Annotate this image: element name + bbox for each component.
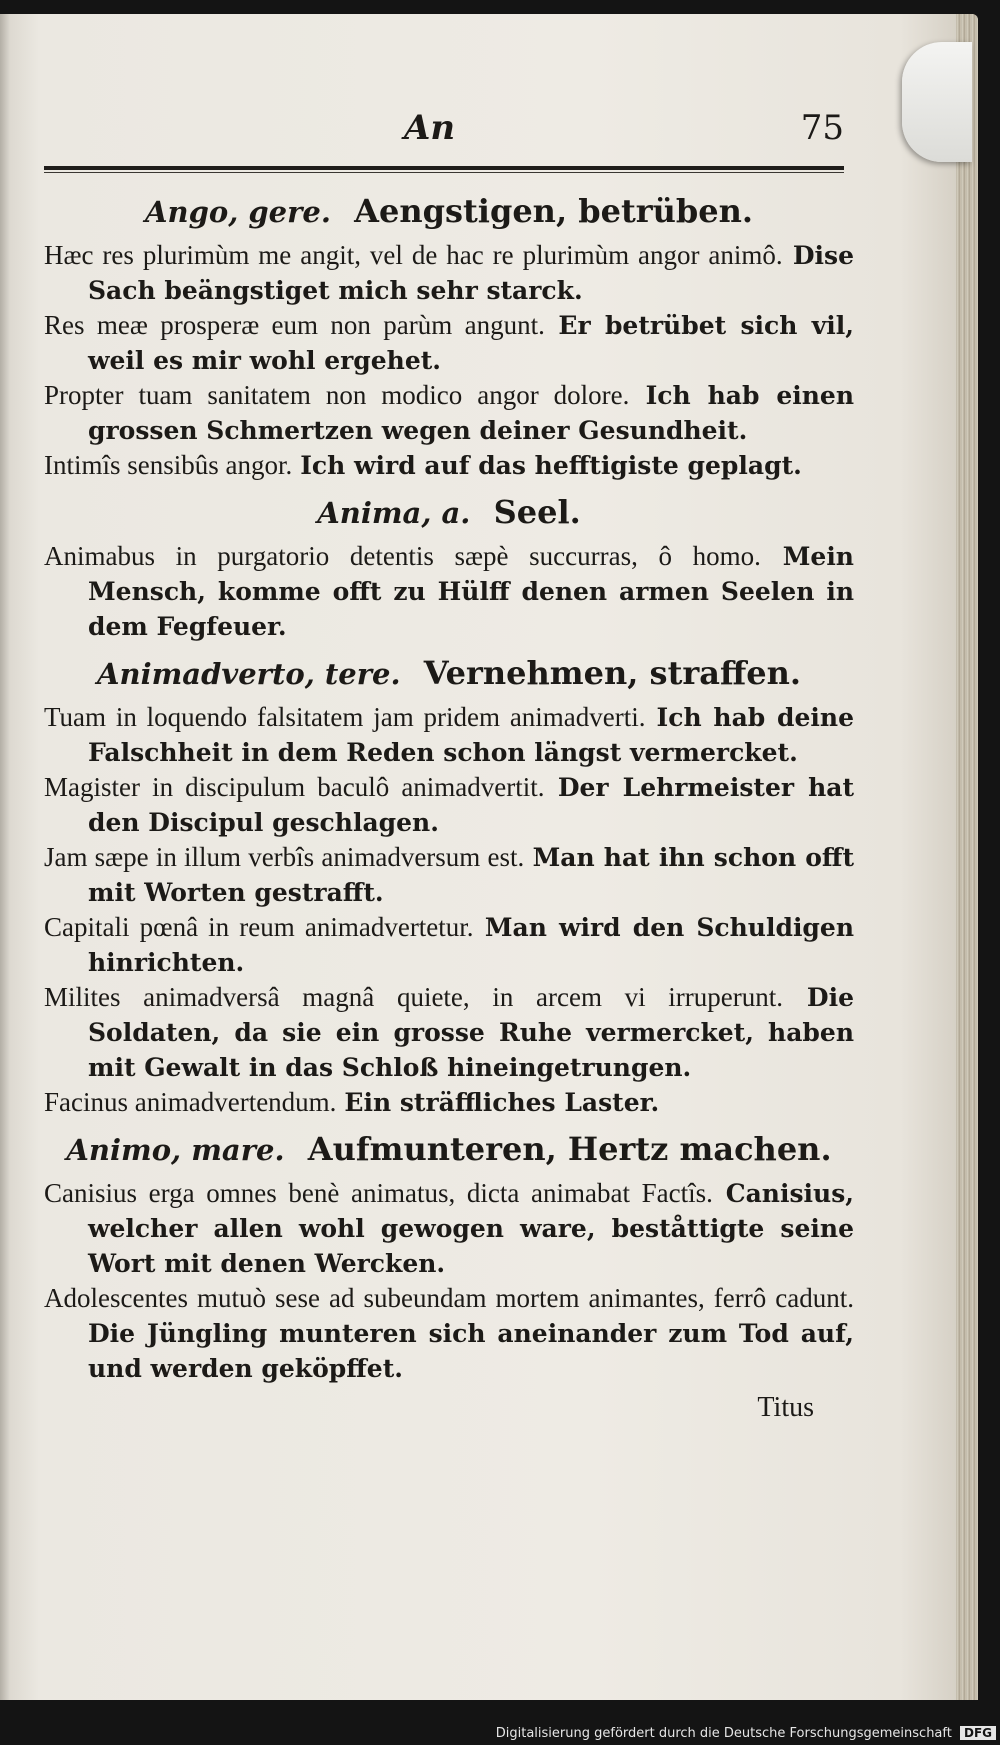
example-german: Canisius, welcher allen wohl gewogen ware, beståttigte seine Wort mit denen Wercken.	[88, 1179, 854, 1278]
footer-credit-text: Digitalisierung gefördert durch die Deutsche Forschungsgemeinschaft	[495, 1726, 952, 1741]
example-latin: Hæc res plurimùm me angit, vel de hac re plurimùm angor animô.	[44, 240, 783, 270]
example-german: Ich hab deine Falschheit in dem Reden schon längst vermercket.	[88, 703, 854, 767]
entry-translation: Seel.	[493, 493, 581, 531]
example-german: Er betrübet sich vil, weil es mir wohl ergehet.	[88, 311, 854, 375]
example-latin: Capitali pœnâ in reum animadvertetur.	[44, 912, 474, 942]
example-german: Man wird den Schuldigen hinrichten.	[88, 913, 854, 977]
entry-translation: Aufmunteren, Hertz machen.	[307, 1130, 832, 1168]
example	[44, 980, 854, 1085]
header-word: An	[404, 108, 456, 148]
footer-credit	[496, 1726, 996, 1741]
example-latin: Jam sæpe in illum verbîs animadversum est.	[44, 842, 525, 872]
example-latin: Canisius erga omnes benè animatus, dicta animabat Factîs.	[44, 1178, 713, 1208]
example-latin: Milites animadversâ magnâ quiete, in arcem vi irruperunt.	[44, 982, 784, 1012]
example-latin: Animabus in purgatorio detentis sæpè succurras, ô homo.	[44, 541, 761, 571]
example-german: Ich hab einen grossen Schmertzen wegen deiner Gesundheit.	[88, 381, 854, 445]
example-german: Man hat ihn schon offt mit Worten gestrafft.	[88, 843, 855, 907]
page-clip	[902, 42, 972, 162]
example	[44, 238, 854, 308]
example-german: Ein sträffliches Laster.	[344, 1088, 660, 1117]
entry-lemma: Animo, mare.	[66, 1133, 285, 1167]
entry-heading	[44, 493, 854, 531]
example-german: Die Soldaten, da sie ein grosse Ruhe vermercket, haben mit Gewalt in das Schloß hineingetrungen.	[88, 983, 854, 1082]
entry-heading	[44, 654, 854, 692]
example	[44, 378, 854, 448]
example	[44, 308, 854, 378]
running-header	[44, 106, 844, 166]
example-latin: Magister in discipulum baculô animadvertit.	[44, 772, 545, 802]
example-latin: Propter tuam sanitatem non modico angor dolore.	[44, 380, 630, 410]
entry-lemma: Ango, gere.	[144, 195, 331, 229]
catchword: Titus	[757, 1392, 814, 1423]
page-edge	[956, 14, 978, 1700]
example	[44, 910, 854, 980]
example-german: Dise Sach beängstiget mich sehr starck.	[88, 241, 854, 305]
example-latin: Res meæ prosperæ eum non parùm angunt.	[44, 310, 545, 340]
dfg-logo-badge: DFG	[960, 1726, 996, 1740]
example-german: Der Lehrmeister hat den Discipul geschlagen.	[88, 773, 854, 837]
entry-lemma: Anima, a.	[317, 496, 471, 530]
entry-translation: Aengstigen, betrüben.	[354, 192, 753, 230]
example-german: Die Jüngling munteren sich aneinander zum Tod auf, und werden geköpffet.	[88, 1319, 854, 1383]
example	[44, 539, 854, 644]
example-german: Ich wird auf das hefftigiste geplagt.	[300, 451, 802, 480]
example-german: Mein Mensch, komme offt zu Hülff denen armen Seelen in dem Fegfeuer.	[88, 542, 854, 641]
example	[44, 1281, 854, 1386]
example-latin: Facinus animadvertendum.	[44, 1087, 337, 1117]
example-latin: Tuam in loquendo falsitatem jam pridem animadverti.	[44, 702, 646, 732]
example-latin: Adolescentes mutuò sese ad subeundam mortem animantes, ferrô cadunt.	[44, 1283, 854, 1313]
dictionary-body	[44, 182, 854, 1424]
example	[44, 448, 854, 483]
header-rule-thin	[44, 172, 844, 173]
page-number: 75	[800, 108, 844, 148]
gutter-shadow	[0, 14, 10, 1700]
example	[44, 770, 854, 840]
example	[44, 1176, 854, 1281]
entry-heading	[44, 192, 854, 230]
book-page	[0, 14, 978, 1700]
entry-lemma: Animadverto, tere.	[97, 657, 401, 691]
example	[44, 700, 854, 770]
example	[44, 1085, 854, 1120]
header-rule	[44, 166, 844, 170]
entry-heading	[44, 1130, 854, 1168]
example-latin: Intimîs sensibûs angor.	[44, 450, 293, 480]
entry-translation: Vernehmen, straffen.	[423, 654, 801, 692]
example	[44, 840, 854, 910]
